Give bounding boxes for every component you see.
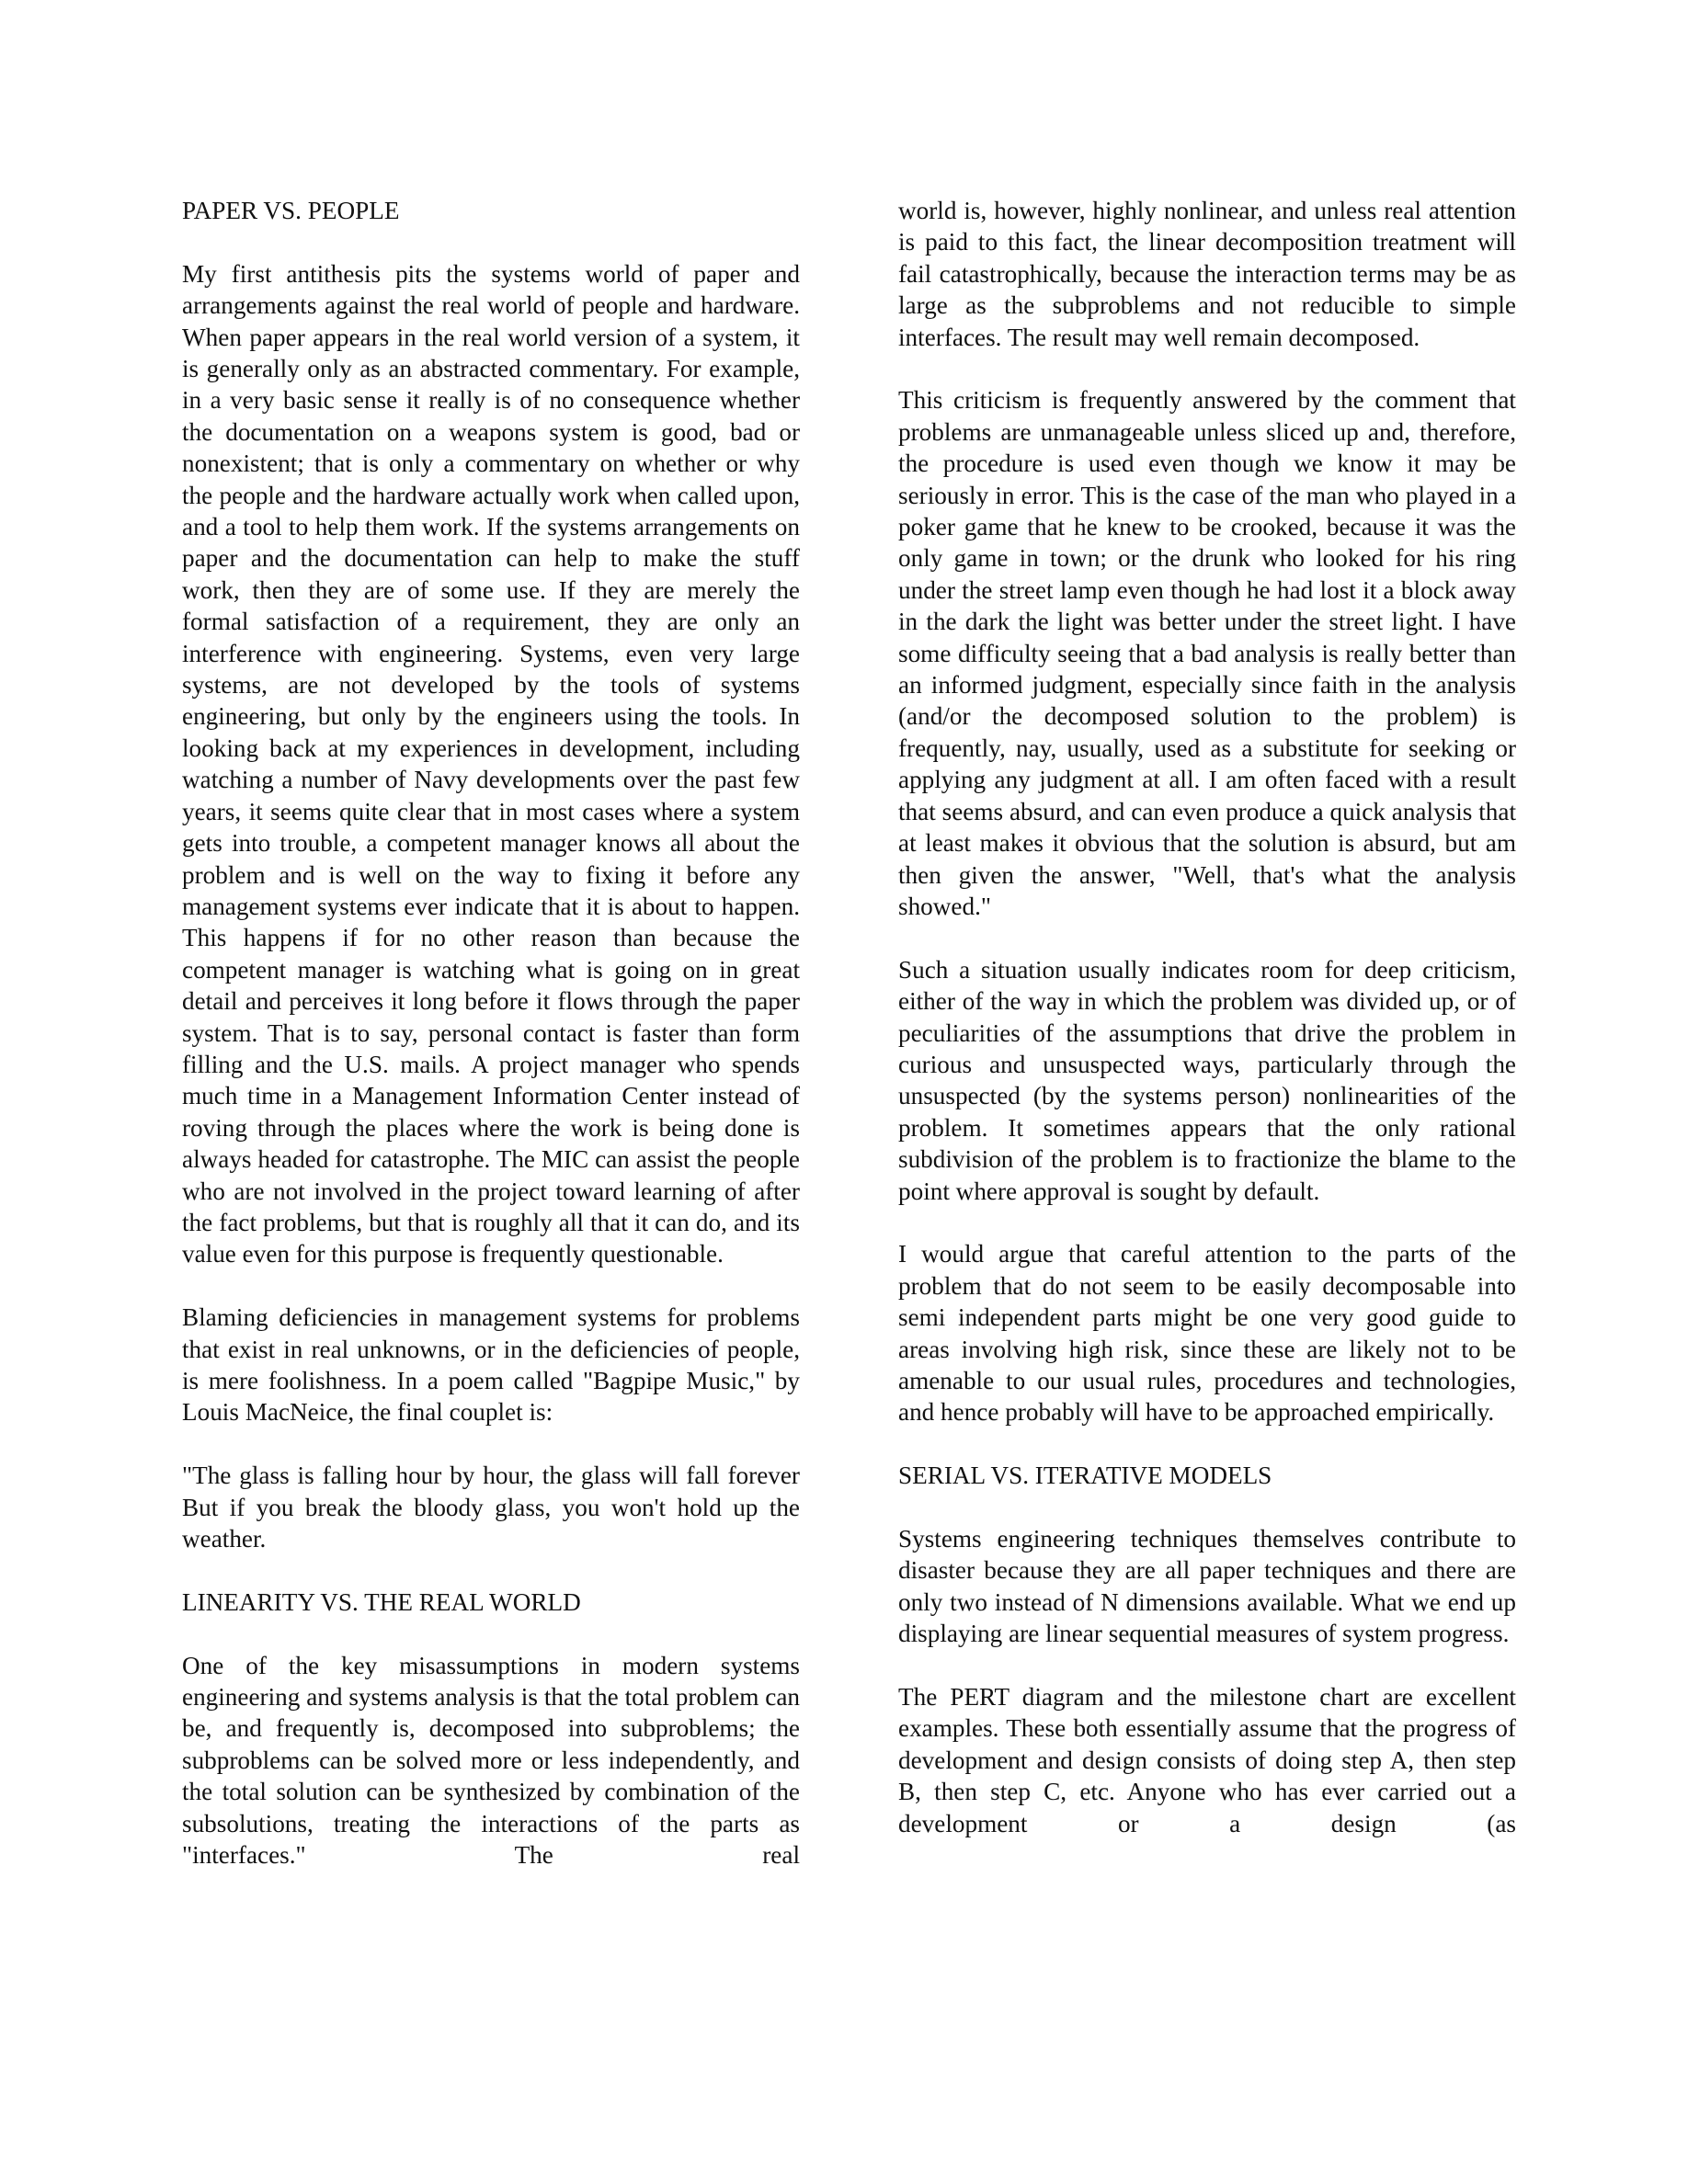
left-column bbox=[182, 195, 800, 1871]
paragraph: world is, however, highly nonlinear, and unless real attention is paid to this fact, the linear decomposition treatment will fail catastrophically, because the interaction terms may be as large as the subproblems and not reducible to simple interfaces. The result may well remain decomposed. bbox=[898, 197, 1516, 351]
section-heading-serial-vs-iterative: SERIAL VS. ITERATIVE MODELS bbox=[898, 1462, 1272, 1490]
section-heading-paper-vs-people: PAPER VS. PEOPLE bbox=[182, 197, 400, 224]
right-column bbox=[898, 195, 1516, 1839]
paragraph: One of the key misassumptions in modern systems engineering and systems analysis is that the total problem can be, and frequently is, decomposed into subproblems; the subproblems can be solved more or less independently, and the total solution can be synthesized by combination of the subsolutions, treating the interactions of the parts as "interfaces." The real bbox=[182, 1651, 800, 1870]
paragraph: I would argue that careful attention to the parts of the problem that do not seem to be easily decomposable into semi independent parts might be one very good guide to areas involving high risk, since these are likely not to be amenable to our usual rules, procedures and technologies, and hence probably will have to be approached empirically. bbox=[898, 1240, 1516, 1427]
paragraph: The PERT diagram and the milestone chart are excellent examples. These both essentially assume that the progress of development and design consists of doing step A, then step B, then step C, etc. Anyone who has ever carried out a development or a design (as bbox=[898, 1683, 1516, 1837]
paragraph: This criticism is frequently answered by the comment that problems are unmanageable unless sliced up and, therefore, the procedure is used even though we know it may be seriously in error. This is the case of the man who played in a poker game that he knew to be crooked, because it was the only game in town; or the drunk who looked for his ring under the street lamp even though he had lost it a block away in the dark the light was better under the street light. I have some difficulty seeing that a bad analysis is really better than an informed judgment, especially since faith in the analysis (and/or the decomposed solution to the problem) is frequently, nay, usually, used as a substitute for seeking or applying any judgment at all. I am often faced with a result that seems absurd, and can even produce a quick analysis that at least makes it obvious that the solution is absurd, but am then given the answer, "Well, that's what the analysis showed." bbox=[898, 386, 1516, 920]
paragraph: My first antithesis pits the systems world of paper and arrangements against the real world of people and hardware. When paper appears in the real world version of a system, it is generally only as an abstracted commentary. For example, in a very basic sense it really is of no consequence whether the documentation on a weapons system is good, bad or nonexistent; that is only a commentary on whether or why the people and the hardware actually work when called upon, and a tool to help them work. If the systems arrangements on paper and the documentation can help to make the stuff work, then they are of some use. If they are merely the formal satisfaction of a requirement, they are only an interference with engineering. Systems, even very large systems, are not developed by the tools of systems engineering, but only by the engineers using the tools. In looking back at my experiences in development, including watching a number of Navy developments over the past few years, it seems quite clear that in most cases where a system gets into trouble, a competent manager knows all about the problem and is well on the way to fixing it before any management systems ever indicate that it is about to happen. This happens if for no other reason than because the competent manager is watching what is going on in great detail and perceives it long before it flows through the paper system. That is to say, personal contact is faster than form filling and the U.S. mails. A project manager who spends much time in a Management Information Center instead of roving through the places where the work is being done is always headed for catastrophe. The MIC can assist the people who are not involved in the project toward learning of after the fact problems, but that is roughly all that it can do, and its value even for this purpose is frequently questionable. bbox=[182, 259, 800, 1268]
paragraph: Systems engineering techniques themselves contribute to disaster because they are all paper techniques and there are only two instead of N dimensions available. What we end up displaying are linear sequential measures of system progress. bbox=[898, 1524, 1516, 1648]
poem-quote: "The glass is falling hour by hour, the glass will fall forever But if you break the bloody glass, you won't hold up the weather. bbox=[182, 1462, 800, 1553]
paragraph: Blaming deficiencies in management systems for problems that exist in real unknowns, or in the deficiencies of people, is mere foolishness. In a poem called "Bagpipe Music," by Louis MacNeice, the final couplet is: bbox=[182, 1303, 800, 1427]
section-heading-linearity: LINEARITY VS. THE REAL WORLD bbox=[182, 1587, 581, 1616]
paragraph: Such a situation usually indicates room for deep criticism, either of the way in which the problem was divided up, or of peculiarities of the assumptions that drive the problem in curious and unsuspected ways, particularly through the unsuspected (by the systems person) nonlinearities of the problem. It sometimes appears that the only rational subdivision of the problem is to fractionize the blame to the point where approval is sought by default. bbox=[898, 955, 1516, 1205]
